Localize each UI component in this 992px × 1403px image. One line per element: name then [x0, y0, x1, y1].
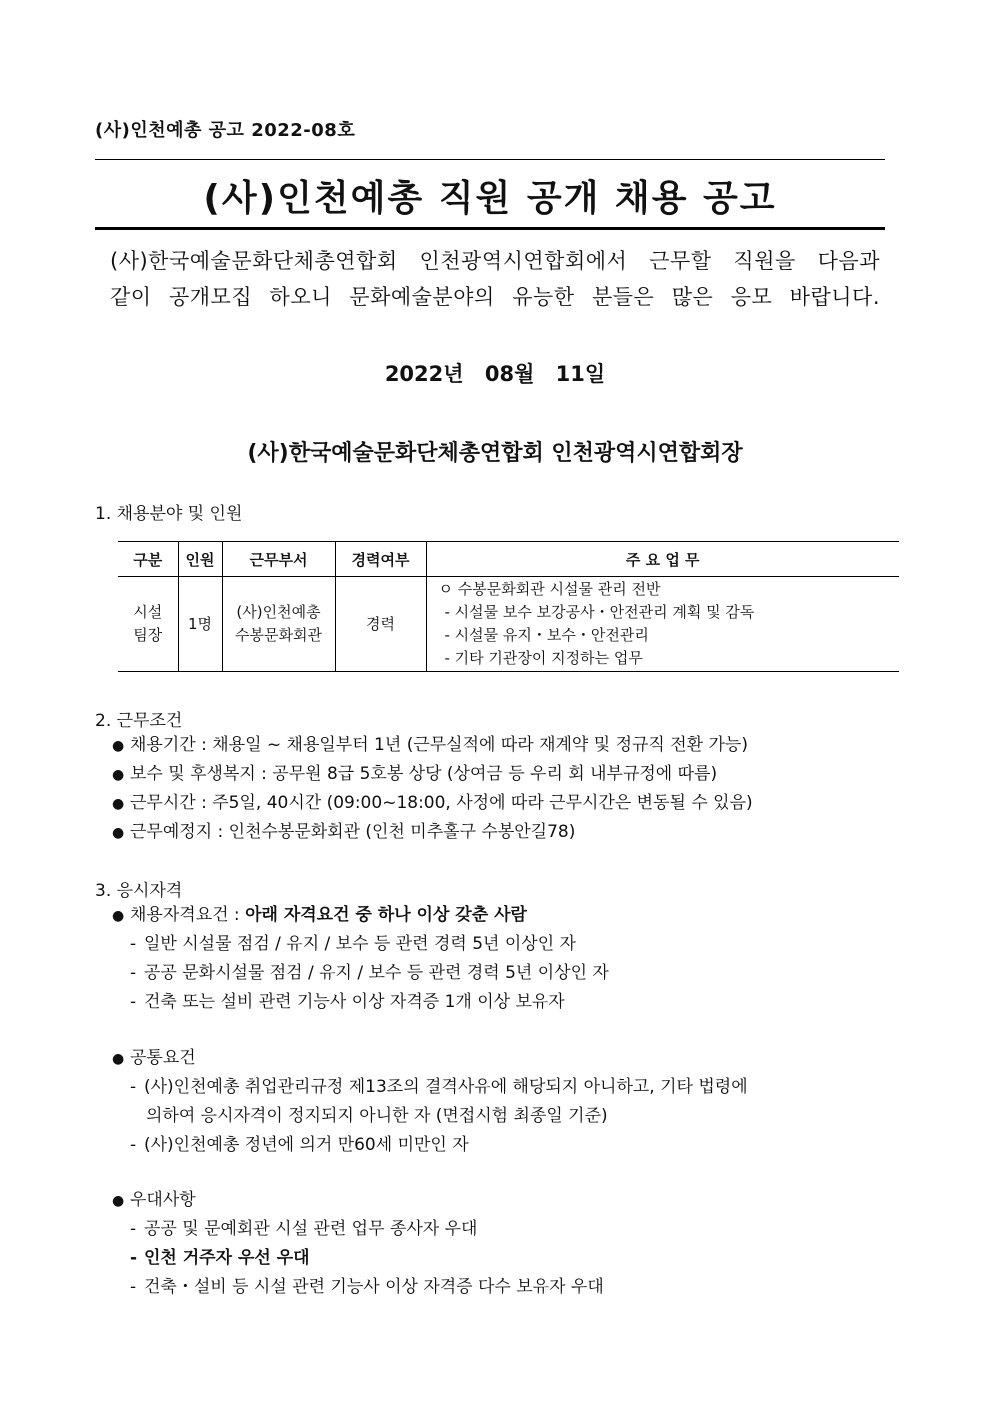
item-text: (사)인천예총 정년에 의거 만60세 미만인 자: [144, 1135, 469, 1155]
dash-icon: -: [130, 1219, 137, 1239]
cell-headcount: 1명: [178, 577, 222, 672]
dash-icon: -: [130, 963, 137, 983]
issuer-name: (사)한국예술문화단체총연합회 인천광역시연합회장: [247, 441, 743, 466]
bullet-icon: ●: [112, 1193, 125, 1209]
requirement-emphasis: 아래 자격요건 중 하나 이상 갖춘 사람: [245, 905, 527, 925]
item-text: 공통요건: [130, 1048, 196, 1068]
intro-paragraph: [110, 243, 880, 315]
work-conditions-list: [112, 731, 753, 847]
duty-item: - 기타 기관장이 지정하는 업무: [444, 649, 643, 667]
section-3-heading: 3. 응시자격: [95, 881, 183, 901]
list-item-continuation: [112, 1102, 748, 1131]
list-item: [112, 1186, 604, 1215]
qualification-list: [112, 901, 609, 1017]
cell-career: 경력: [335, 577, 426, 672]
intro-line-1: (사)한국예술문화단체총연합회 인천광역시연합회에서 근무할 직원을 다음과: [110, 249, 880, 273]
preference-list: [112, 1186, 604, 1302]
announcement-date: 2022년 08월 11일: [384, 362, 606, 386]
category-line-1: 시설: [133, 603, 163, 621]
item-text: 우대사항: [130, 1190, 196, 1210]
item-text: 건축・설비 등 시설 관련 기능사 이상 자격증 다수 보유자 우대: [144, 1277, 604, 1297]
item-text: 공공 문화시설물 점검 / 유지 / 보수 등 관련 경력 5년 이상인 자: [144, 963, 609, 983]
list-item: [112, 959, 609, 988]
dash-icon: -: [130, 934, 137, 954]
duty-item: - 시설물 보수 보강공사・안전관리 계획 및 감독: [444, 603, 755, 621]
duty-item: - 시설물 유지・보수・안전관리: [444, 626, 649, 644]
list-item: [112, 760, 753, 789]
dash-icon: -: [130, 992, 137, 1012]
notice-number: (사)인천예총 공고 2022-08호: [95, 120, 356, 141]
recruitment-table: [118, 541, 899, 672]
item-text: 근무예정지 : 인천수봉문화회관 (인천 미추홀구 수봉안길78): [130, 822, 576, 842]
common-requirements-list: [112, 1044, 748, 1160]
list-item: [112, 1044, 748, 1073]
list-item: [112, 1073, 748, 1102]
list-item: [112, 818, 753, 847]
item-text: (사)인천예총 취업관리규정 제13조의 결격사유에 해당되지 아니하고, 기타 법령에: [144, 1077, 748, 1097]
col-header-department: 근무부서: [222, 542, 335, 577]
col-header-career: 경력여부: [335, 542, 426, 577]
list-item: [112, 1244, 604, 1273]
cell-department: [222, 577, 335, 672]
dash-icon: -: [130, 1248, 138, 1268]
item-text: 근무시간 : 주5일, 40시간 (09:00~18:00, 사정에 따라 근무시간은 변동될 수 있음): [130, 793, 753, 813]
dash-icon: -: [130, 1277, 137, 1297]
section-1-heading: 1. 채용분야 및 인원: [95, 504, 243, 524]
page-title: (사)인천예총 직원 공개 채용 공고: [203, 178, 777, 219]
item-text: 일반 시설물 점검 / 유지 / 보수 등 관련 경력 5년 이상인 자: [144, 934, 576, 954]
table-header-row: [118, 542, 899, 577]
duty-item: ㅇ 수봉문화회관 시설물 관리 전반: [438, 580, 661, 598]
item-text: 채용기간 : 채용일 ~ 채용일부터 1년 (근무실적에 따라 재계약 및 정규직 전환 가능): [130, 735, 748, 755]
bullet-icon: ●: [112, 908, 125, 924]
bullet-icon: ●: [112, 796, 125, 812]
item-text: 건축 또는 설비 관련 기능사 이상 자격증 1개 이상 보유자: [144, 992, 565, 1012]
col-header-category: 구분: [118, 542, 178, 577]
intro-line-2: 같이 공개모집 하오니 문화예술분야의 유능한 분들은 많은 응모 바랍니다.: [110, 285, 880, 309]
top-divider: [95, 159, 885, 160]
section-2-heading: 2. 근무조건: [95, 711, 183, 731]
bullet-icon: ●: [112, 738, 125, 754]
cell-category: [118, 577, 178, 672]
list-item: [112, 1131, 748, 1160]
list-item: [112, 1215, 604, 1244]
col-header-headcount: 인원: [178, 542, 222, 577]
item-text: 인천 거주자 우선 우대: [144, 1248, 310, 1268]
list-item: [112, 901, 609, 930]
bullet-icon: ●: [112, 767, 125, 783]
dash-icon: -: [130, 1077, 137, 1097]
list-item: [112, 731, 753, 760]
bullet-icon: ●: [112, 825, 125, 841]
item-text: 보수 및 후생복지 : 공무원 8급 5호봉 상당 (상여금 등 우리 회 내부규정에 따름): [130, 764, 718, 784]
title-divider: [95, 227, 885, 230]
department-line-2: 수봉문화회관: [235, 626, 322, 644]
department-line-1: (사)인천예총: [236, 603, 321, 621]
col-header-duties: 주 요 업 무: [426, 542, 899, 577]
dash-icon: -: [130, 1135, 137, 1155]
list-item: [112, 789, 753, 818]
bullet-icon: ●: [112, 1051, 125, 1067]
list-item: [112, 988, 609, 1017]
category-line-2: 팀장: [133, 626, 163, 644]
item-text: 의하여 응시자격이 정지되지 아니한 자 (면접시험 최종일 기준): [146, 1106, 608, 1126]
list-item: [112, 1273, 604, 1302]
requirement-label: 채용자격요건 :: [130, 905, 246, 925]
table-row: [118, 577, 899, 672]
item-text: 공공 및 문예회관 시설 관련 업무 종사자 우대: [144, 1219, 478, 1239]
list-item: [112, 930, 609, 959]
cell-duties: [426, 577, 899, 672]
